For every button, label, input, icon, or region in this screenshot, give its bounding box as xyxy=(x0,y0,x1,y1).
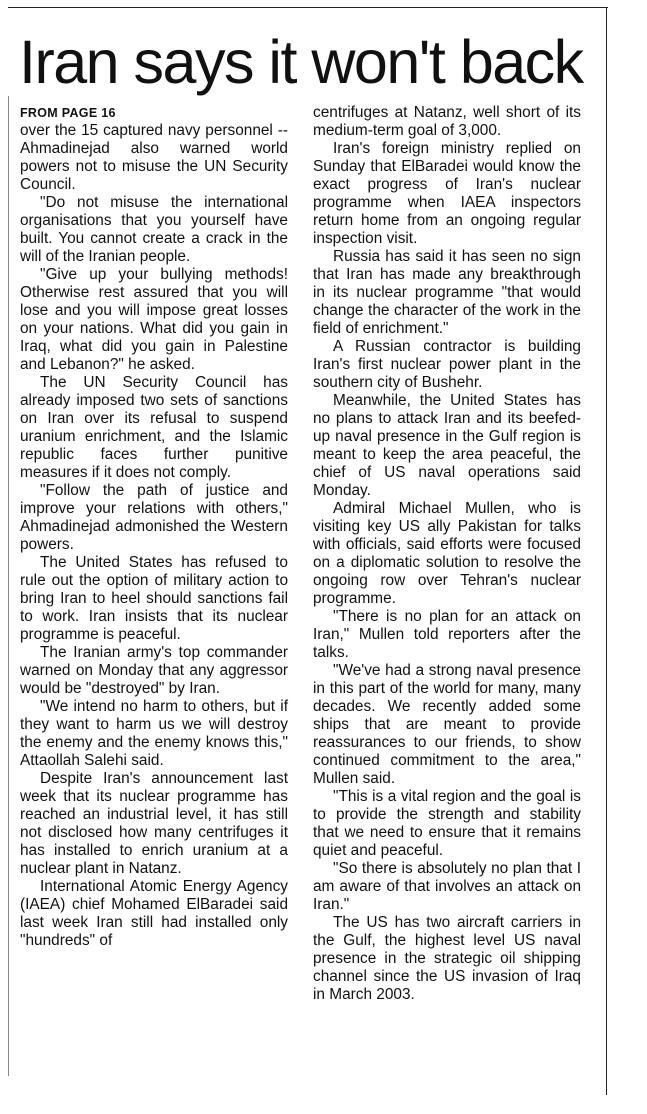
top-border-rule xyxy=(8,7,608,8)
continuation-label: FROM PAGE 16 xyxy=(20,106,116,120)
article-paragraph: Iran's foreign ministry replied on Sunday that ElBaradei would know the exact progress of Iran's nuclear programme when IAEA inspectors return home from an ongoing regular inspection visit. xyxy=(313,140,581,247)
article-paragraph: The UN Security Council has already imposed two sets of sanctions on Iran over its refusal to suspend uranium enrichment, and the Islamic republic faces further punitive measures if it does not comply. xyxy=(20,374,288,481)
article-paragraph: "Give up your bullying methods! Otherwise rest assured that you will lose and you will impose great losses on your nations. What did you gain in Iraq, what did you gain in Palestine and Lebanon?" he asked. xyxy=(20,266,288,373)
left-margin-rule xyxy=(8,96,9,1076)
article-headline: Iran says it won't back xyxy=(19,28,583,96)
article-paragraph: "Do not misuse the international organisations that you yourself have built. You cannot create a crack in the will of the Iranian people. xyxy=(20,194,288,265)
right-border-rule xyxy=(606,7,607,1095)
article-paragraph: The Iranian army's top commander warned on Monday that any aggressor would be "destroyed" by Iran. xyxy=(20,644,288,697)
article-paragraph: International Atomic Energy Agency (IAEA) chief Mohamed ElBaradei said last week Iran still had installed only "hundreds" of xyxy=(20,878,288,949)
article-paragraph: A Russian contractor is building Iran's first nuclear power plant in the southern city of Bushehr. xyxy=(313,338,581,391)
article-paragraph: Meanwhile, the United States has no plans to attack Iran and its beefed-up naval presence in the Gulf region is meant to keep the area peaceful, the chief of US naval operations said Monday. xyxy=(313,392,581,499)
article-paragraph: "So there is absolutely no plan that I am aware of that involves an attack on Iran." xyxy=(313,860,581,913)
article-paragraph: centrifuges at Natanz, well short of its medium-term goal of 3,000. xyxy=(313,104,581,139)
article-paragraph: "There is no plan for an attack on Iran," Mullen told reporters after the talks. xyxy=(313,608,581,661)
article-paragraph: "We intend no harm to others, but if they want to harm us we will destroy the enemy and the enemy knows this," Attaollah Salehi said. xyxy=(20,698,288,769)
article-paragraph: "Follow the path of justice and improve your relations with others," Ahmadinejad admonished the Western powers. xyxy=(20,482,288,553)
article-paragraph: The United States has refused to rule out the option of military action to bring Iran to heel should sanctions fail to work. Iran insists that its nuclear programme is peaceful. xyxy=(20,554,288,643)
article-paragraph: over the 15 captured navy personnel -- Ahmadinejad also warned world powers not to misuse the UN Security Council. xyxy=(20,122,288,193)
article-paragraph: The US has two aircraft carriers in the Gulf, the highest level US naval presence in the strategic oil shipping channel since the US invasion of Iraq in March 2003. xyxy=(313,914,581,1003)
article-paragraph: Russia has said it has seen no sign that Iran has made any breakthrough in its nuclear programme "that would change the character of the work in the field of enrichment." xyxy=(313,248,581,337)
article-paragraph: Despite Iran's announcement last week that its nuclear programme has reached an industrial level, it has still not disclosed how many centrifuges it has installed to enrich uranium at a nuclear plant in Natanz. xyxy=(20,770,288,877)
article-paragraph: Admiral Michael Mullen, who is visiting key US ally Pakistan for talks with officials, said efforts were focused on a diplomatic solution to resolve the ongoing row over Tehran's nuclear programme. xyxy=(313,500,581,607)
article-paragraph: "This is a vital region and the goal is to provide the strength and stability that we need to ensure that it remains quiet and peaceful. xyxy=(313,788,581,859)
article-column-right xyxy=(313,104,581,1004)
article-column-left xyxy=(20,104,288,950)
article-paragraph: "We've had a strong naval presence in this part of the world for many, many decades. We recently added some ships that are meant to provide reassurances to our friends, to show continued commitment to the area," Mullen said. xyxy=(313,662,581,787)
